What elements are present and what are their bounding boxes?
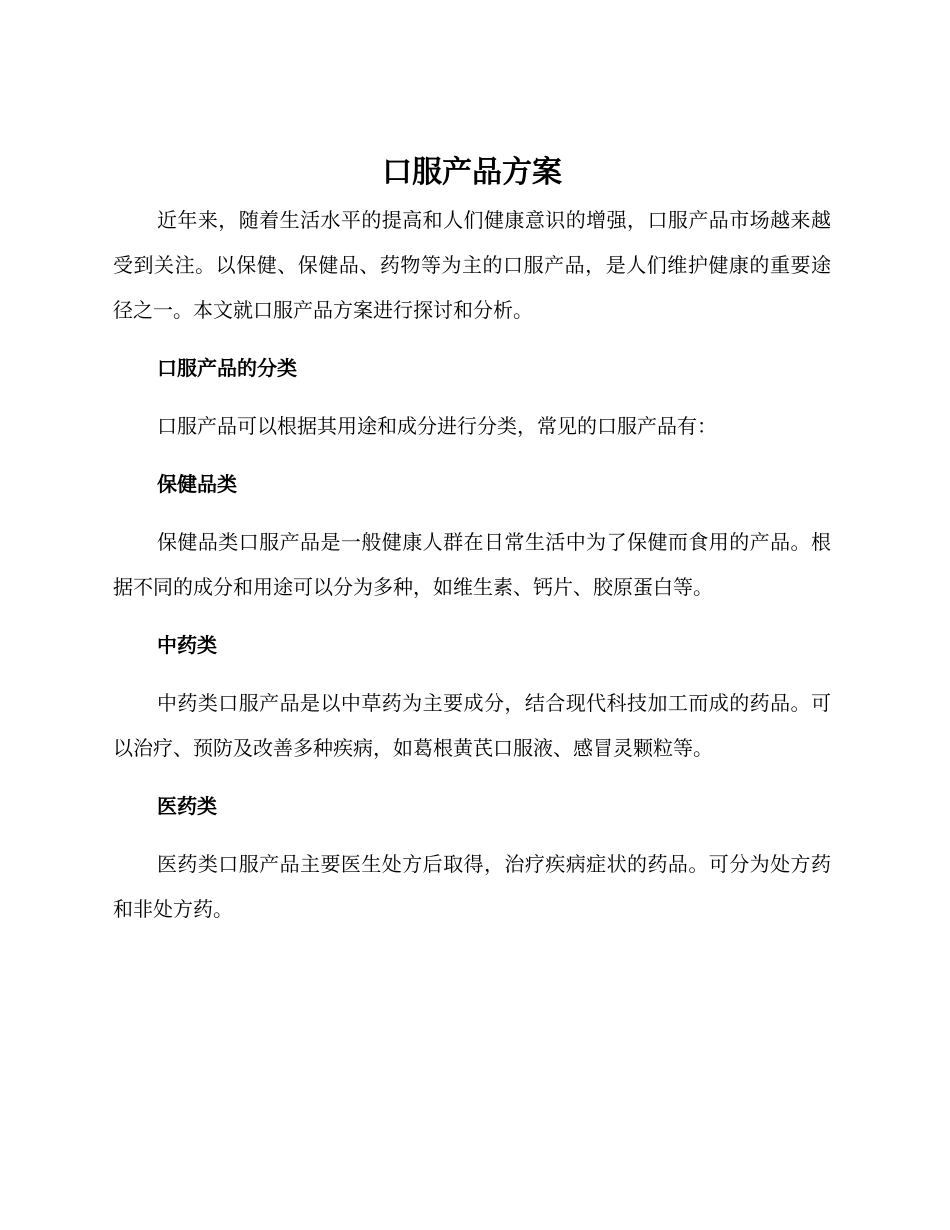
section-heading-medicine: 医药类 (157, 794, 217, 818)
medicine-paragraph: 医药类口服产品主要医生处方后取得，治疗疾病症状的药品。可分为处方药和非处方药。 (113, 852, 831, 921)
document-page (113, 150, 831, 932)
intro-paragraph: 近年来，随着生活水平的提高和人们健康意识的增强，口服产品市场越来越受到关注。以保健、保健品、药物等为主的口服产品，是人们维护健康的重要途径之一。本文就口服产品方案进行探讨和分析。 (113, 208, 831, 322)
health-products-paragraph: 保健品类口服产品是一般健康人群在日常生活中为了保健而食用的产品。根据不同的成分和用途可以分为多种，如维生素、钙片、胶原蛋白等。 (113, 530, 831, 599)
section-heading-tcm: 中药类 (157, 633, 217, 657)
section-heading-classification: 口服产品的分类 (157, 356, 297, 380)
tcm-paragraph: 中药类口服产品是以中草药为主要成分，结合现代科技加工而成的药品。可以治疗、预防及改善多种疾病，如葛根黄芪口服液、感冒灵颗粒等。 (113, 691, 831, 760)
document-title: 口服产品方案 (382, 155, 562, 190)
section-heading-health-products: 保健品类 (157, 472, 237, 496)
classification-paragraph: 口服产品可以根据其用途和成分进行分类，常见的口服产品有： (157, 414, 717, 438)
